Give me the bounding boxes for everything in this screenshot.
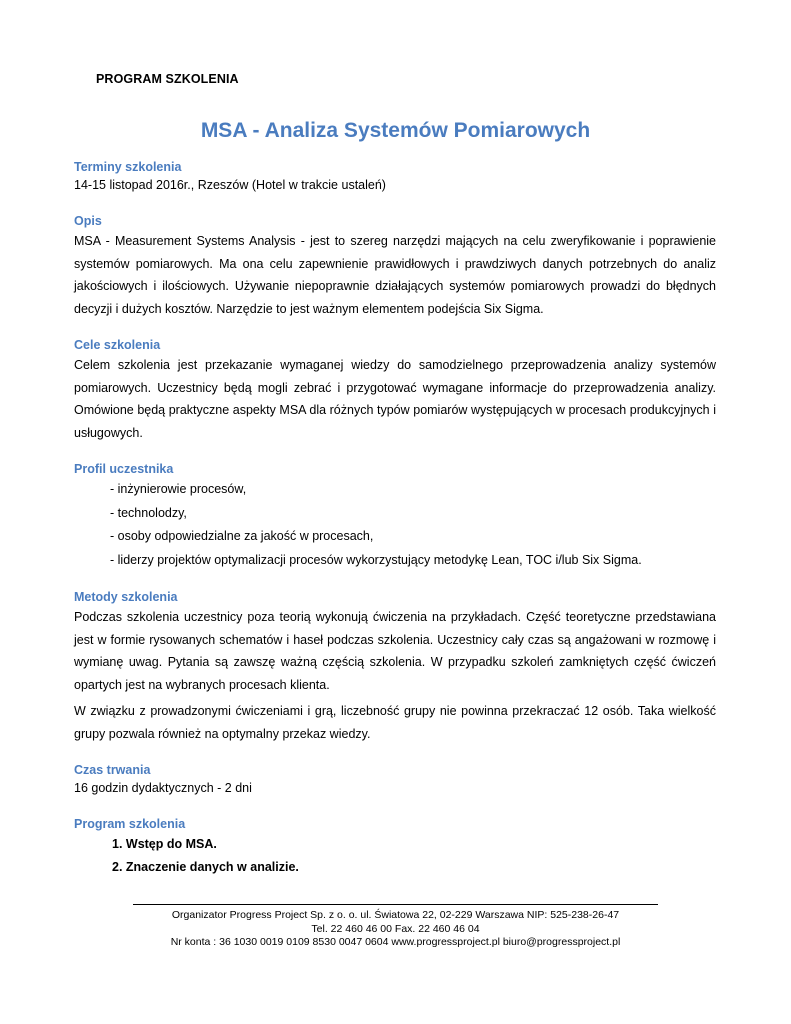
section-title-program: Program szkolenia (74, 817, 186, 831)
program-list (74, 833, 716, 879)
footer-contact: Tel. 22 460 46 00 Fax. 22 460 46 04 (311, 922, 480, 935)
document-content (74, 158, 716, 879)
section-profile (74, 460, 716, 572)
list-item: - liderzy projektów optymalizacji procesów wykorzystujący metodykę Lean, TOC i/lub Six Sigma. (110, 552, 642, 567)
section-duration (74, 761, 716, 797)
footer-organizer: Organizator Progress Project Sp. z o. o. ul. Światowa 22, 02-229 Warszawa NIP: 525-238-26-47 (171, 909, 620, 921)
section-description (74, 212, 716, 320)
list-item: - osoby odpowiedzialne za jakość w procesach, (110, 529, 374, 543)
spacer (74, 745, 716, 761)
section-title-profile: Profil uczestnika (74, 462, 174, 476)
section-text-methods-1: Podczas szkolenia uczestnicy poza teorią wykonują ćwiczenia na przykładach. Część teoretyczne przedstawiana jest w formie rysowanych schematów i haseł podczas szkolenia. Uczestnicy cały czas są angażowani w rozmowę i wymianę uwag. Pytania są zawszę ważną częścią szkolenia. W przypadku szkoleń zamkniętych część ćwiczeń opartych jest na wybranych procesach klienta. (74, 610, 716, 692)
spacer (74, 444, 716, 460)
section-methods (74, 588, 716, 745)
section-text-dates: 14-15 listopad 2016r., Rzeszów (Hotel w trakcie ustaleń) (74, 178, 386, 192)
list-item: 2. Znaczenie danych w analizie. (112, 860, 299, 874)
section-title-goals: Cele szkolenia (74, 338, 161, 352)
section-text-description: MSA - Measurement Systems Analysis - jest to szereg narzędzi mających na celu zweryfikowanie i poprawienie systemów pomiarowych. Ma ona celu zapewnienie prawidłowych i prawdziwych danych potrzebnych do analiz jakościowych i ilościowych. Używanie niepoprawnie działających systemów pomiarowych prowadzi do błędnych decyzji i dużych kosztów. Narzędzie to jest ważnym elementem podejścia Six Sigma. (74, 234, 716, 316)
list-item: - inżynierowie procesów, (110, 482, 247, 496)
spacer (74, 572, 716, 588)
list-item: 1. Wstęp do MSA. (112, 837, 217, 851)
profile-list (74, 478, 716, 572)
section-dates (74, 158, 716, 194)
section-goals (74, 336, 716, 444)
spacer (74, 797, 716, 815)
list-item: - technolodzy, (110, 505, 187, 520)
spacer (74, 194, 716, 212)
section-title-dates: Terminy szkolenia (74, 160, 182, 174)
section-text-goals: Celem szkolenia jest przekazanie wymaganej wiedzy do samodzielnego przeprowadzenia analizy systemów pomiarowych. Uczestnicy będą mogli zebrać i przygotować wymagane informacje do przeprowadzenia analizy. Omówione będą praktyczne aspekty MSA dla różnych typów pomiarów występujących w procesach produkcyjnych i usługowych. (74, 358, 716, 440)
section-title-description: Opis (74, 214, 102, 228)
section-program (74, 815, 716, 879)
section-text-duration: 16 godzin dydaktycznych - 2 dni (74, 781, 252, 795)
section-text-methods-2: W związku z prowadzonymi ćwiczeniami i grą, liczebność grupy nie powinna przekraczać 12 osób. Taka wielkość grupy pozwala również na optymalny przekaz wiedzy. (74, 704, 716, 741)
page-footer (133, 904, 658, 950)
document-title: MSA - Analiza Systemów Pomiarowych (200, 119, 591, 142)
spacer (74, 320, 716, 336)
section-title-methods: Metody szkolenia (74, 590, 178, 604)
footer-account: Nr konta : 36 1030 0019 0109 8530 0047 0604 www.progressproject.pl biuro@progressproject.pl (170, 936, 621, 948)
program-label: PROGRAM SZKOLENIA (96, 72, 239, 86)
section-title-duration: Czas trwania (74, 763, 151, 777)
